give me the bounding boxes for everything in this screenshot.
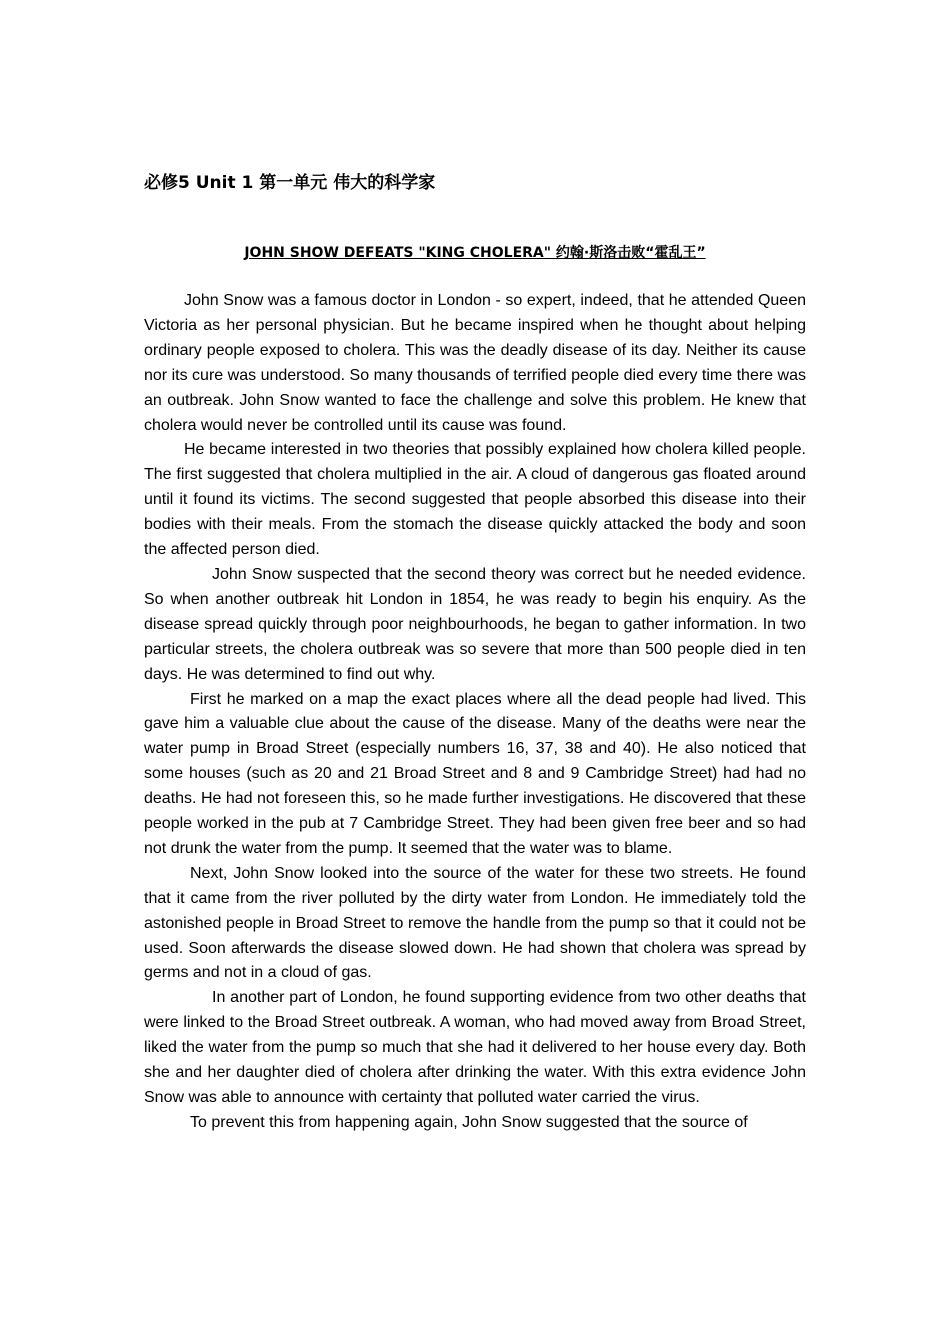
paragraph-1: John Snow was a famous doctor in London - so expert, indeed, that he attended Queen Victoria as her personal physician. But he became inspired when he thought about helping ordinary people exposed to cholera. This was the deadly disease of its day. Neither its cause nor its cure was understood. So many thousands of terrified people died every time there was an outbreak. John Snow wanted to face the challenge and solve this problem. He knew that cholera would never be controlled until its cause was found. bbox=[144, 292, 806, 434]
paragraph-3: John Snow suspected that the second theory was correct but he needed evidence. So when another outbreak hit London in 1854, he was ready to begin his enquiry. As the disease spread quickly through poor neighbourhoods, he began to gather information. In two particular streets, the cholera outbreak was so severe that more than 500 people died in ten days. He was determined to find out why. bbox=[144, 565, 806, 683]
paragraph-6: In another part of London, he found supporting evidence from two other deaths that were linked to the Broad Street outbreak. A woman, who had moved away from Broad Street, liked the water from the pump so much that she had it delivered to her house every day. Both she and her daughter died of cholera after drinking the water. With this extra evidence John Snow was able to announce with certainty that polluted water carried the virus. bbox=[144, 989, 806, 1106]
article-body bbox=[144, 289, 806, 1136]
article-title: JOHN SHOW DEFEATS "KING CHOLERA" 约翰·斯洛击败“霍乱王” bbox=[244, 245, 706, 261]
paragraph-7: To prevent this from happening again, John Snow suggested that the source of bbox=[190, 1113, 748, 1131]
section-heading: 必修5 Unit 1 第一单元 伟大的科学家 bbox=[144, 173, 436, 193]
paragraph-4: First he marked on a map the exact places where all the dead people had lived. This gave him a valuable clue about the cause of the disease. Many of the deaths were near the water pump in Broad Street (especially numbers 16, 37, 38 and 40). He also noticed that some houses (such as 20 and 21 Broad Street and 8 and 9 Cambridge Street) had had no deaths. He had not foreseen this, so he made further investigations. He discovered that these people worked in the pub at 7 Cambridge Street. They had been given free beer and so had not drunk the water from the pump. It seemed that the water was to blame. bbox=[144, 690, 806, 857]
paragraph-5: Next, John Snow looked into the source of the water for these two streets. He found that it came from the river polluted by the dirty water from London. He immediately told the astonished people in Broad Street to remove the handle from the pump so that it could not be used. Soon afterwards the disease slowed down. He had shown that cholera was spread by germs and not in a cloud of gas. bbox=[144, 864, 806, 982]
paragraph-2: He became interested in two theories that possibly explained how cholera killed people. The first suggested that cholera multiplied in the air. A cloud of dangerous gas floated around until it found its victims. The second suggested that people absorbed this disease into their bodies with their meals. From the stomach the disease quickly attacked the body and soon the affected person died. bbox=[144, 441, 806, 559]
